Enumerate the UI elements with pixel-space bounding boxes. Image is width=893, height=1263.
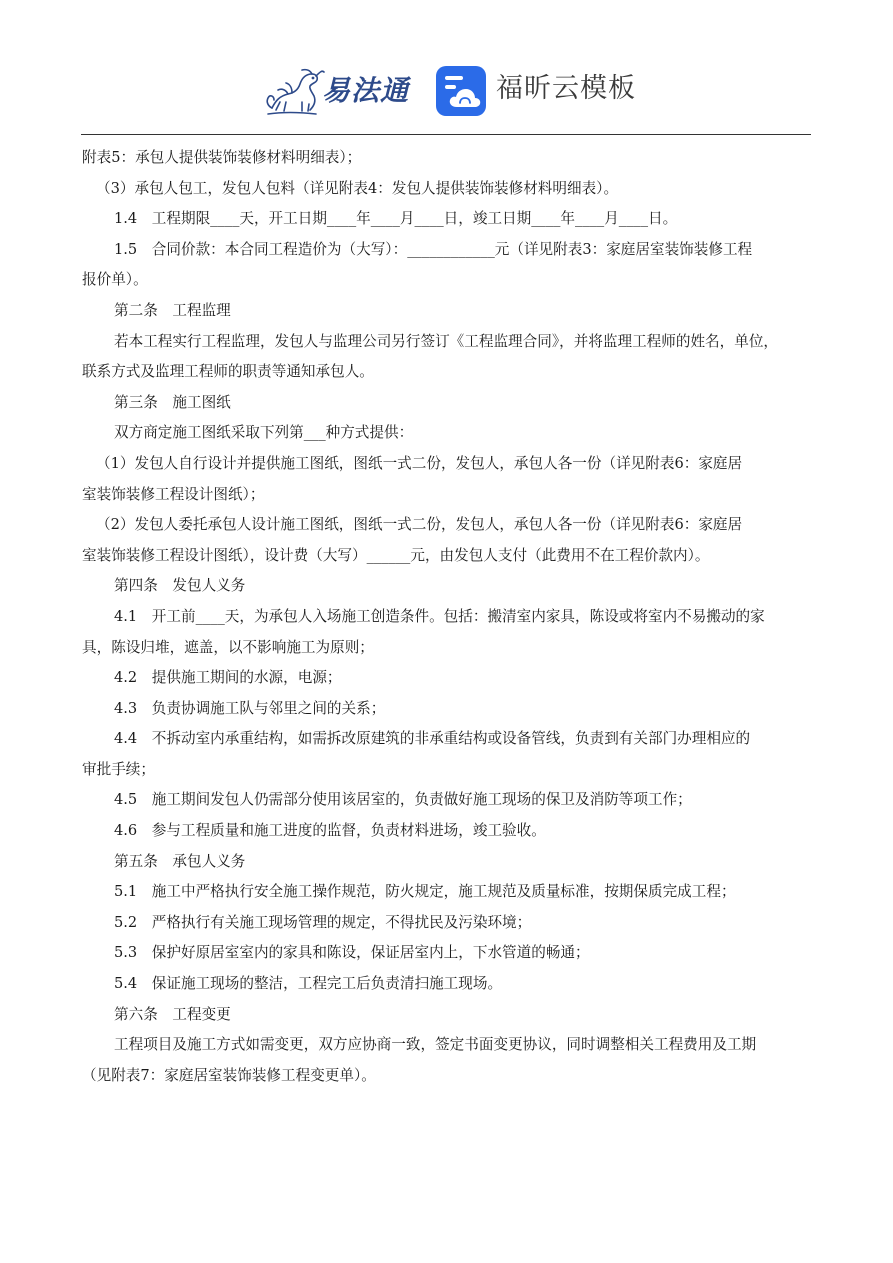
body-line: （见附表7：家庭居室装饰装修工程变更单）。 xyxy=(82,1066,376,1084)
body-line: 报价单）。 xyxy=(82,271,148,289)
body-line: 5.4 保证施工现场的整洁，工程完工后负责清扫施工现场。 xyxy=(114,975,503,993)
body-line: 若本工程实行工程监理，发包人与监理公司另行签订《工程监理合同》，并将监理工程师的姓名，单位， xyxy=(114,332,779,350)
body-line: 附表5：承包人提供装饰装修材料明细表）； xyxy=(82,149,362,166)
body-line: 第六条 工程变更 xyxy=(114,1005,231,1023)
body-line: 第二条 工程监理 xyxy=(114,301,231,319)
body-line: 审批手续； xyxy=(82,760,155,778)
page-header xyxy=(0,58,893,122)
body-line: 第三条 施工图纸 xyxy=(114,393,231,411)
body-line: 4.2 提供施工期间的水源，电源； xyxy=(114,669,342,687)
yifatong-logo xyxy=(262,64,422,118)
body-line: 4.5 施工期间发包人仍需部分使用该居室的，负责做好施工现场的保卫及消防等项工作； xyxy=(114,791,692,809)
body-line: 4.4 不拆动室内承重结构，如需拆改原建筑的非承重结构或设备管线，负责到有关部门办理相应的 xyxy=(114,730,751,748)
body-line: 第五条 承包人义务 xyxy=(114,852,246,870)
header-divider xyxy=(81,134,811,135)
body-line: 双方商定施工图纸采取下列第___种方式提供： xyxy=(114,424,414,442)
body-line: （1）发包人自行设计并提供施工图纸，图纸一式二份，发包人，承包人各一份（详见附表6：家庭居 xyxy=(96,454,743,472)
fuxin-template-logo-text: 福昕云模板 xyxy=(496,73,636,104)
body-line: （3）承包人包工，发包人包料（详见附表4：发包人提供装饰装修材料明细表）。 xyxy=(96,179,619,197)
body-line: 具，陈设归堆，遮盖，以不影响施工为原则； xyxy=(82,638,374,656)
body-line: 5.2 严格执行有关施工现场管理的规定，不得扰民及污染环境； xyxy=(114,913,532,931)
body-line: 4.3 负责协调施工队与邻里之间的关系； xyxy=(114,699,386,717)
document-body xyxy=(82,143,810,1091)
body-line: 第四条 发包人义务 xyxy=(114,577,246,595)
body-line: （2）发包人委托承包人设计施工图纸，图纸一式二份，发包人，承包人各一份（详见附表6：家庭居 xyxy=(96,516,743,534)
body-line: 工程项目及施工方式如需变更，双方应协商一致，签定书面变更协议，同时调整相关工程费用及工期 xyxy=(114,1036,757,1054)
body-line: 联系方式及监理工程师的职责等通知承包人。 xyxy=(82,363,374,381)
body-line: 1.5 合同价款：本合同工程造价为（大写）：____________元（详见附表3：家庭居室装饰装修工程 xyxy=(114,240,753,258)
body-line: 室装饰装修工程设计图纸），设计费（大写）______元，由发包人支付（此费用不在工程价款内）。 xyxy=(82,546,710,564)
fuxin-cloud-icon xyxy=(436,66,486,116)
body-line: 1.4 工程期限____天，开工日期____年____月____日，竣工日期____年____月____日。 xyxy=(114,210,678,228)
body-line: 5.3 保护好原居室室内的家具和陈设，保证居室内上，下水管道的畅通； xyxy=(114,944,590,962)
body-line: 4.6 参与工程质量和施工进度的监督，负责材料进场，竣工验收。 xyxy=(114,822,546,840)
body-line: 5.1 施工中严格执行安全施工操作规范，防火规定，施工规范及质量标准，按期保质完成工程； xyxy=(114,883,736,901)
body-line: 4.1 开工前____天，为承包人入场施工创造条件。包括：搬清室内家具，陈设或将室内不易搬动的家 xyxy=(114,607,765,625)
yifatong-logo-text: 易法通 xyxy=(322,74,410,107)
body-line: 室装饰装修工程设计图纸）； xyxy=(82,485,265,503)
